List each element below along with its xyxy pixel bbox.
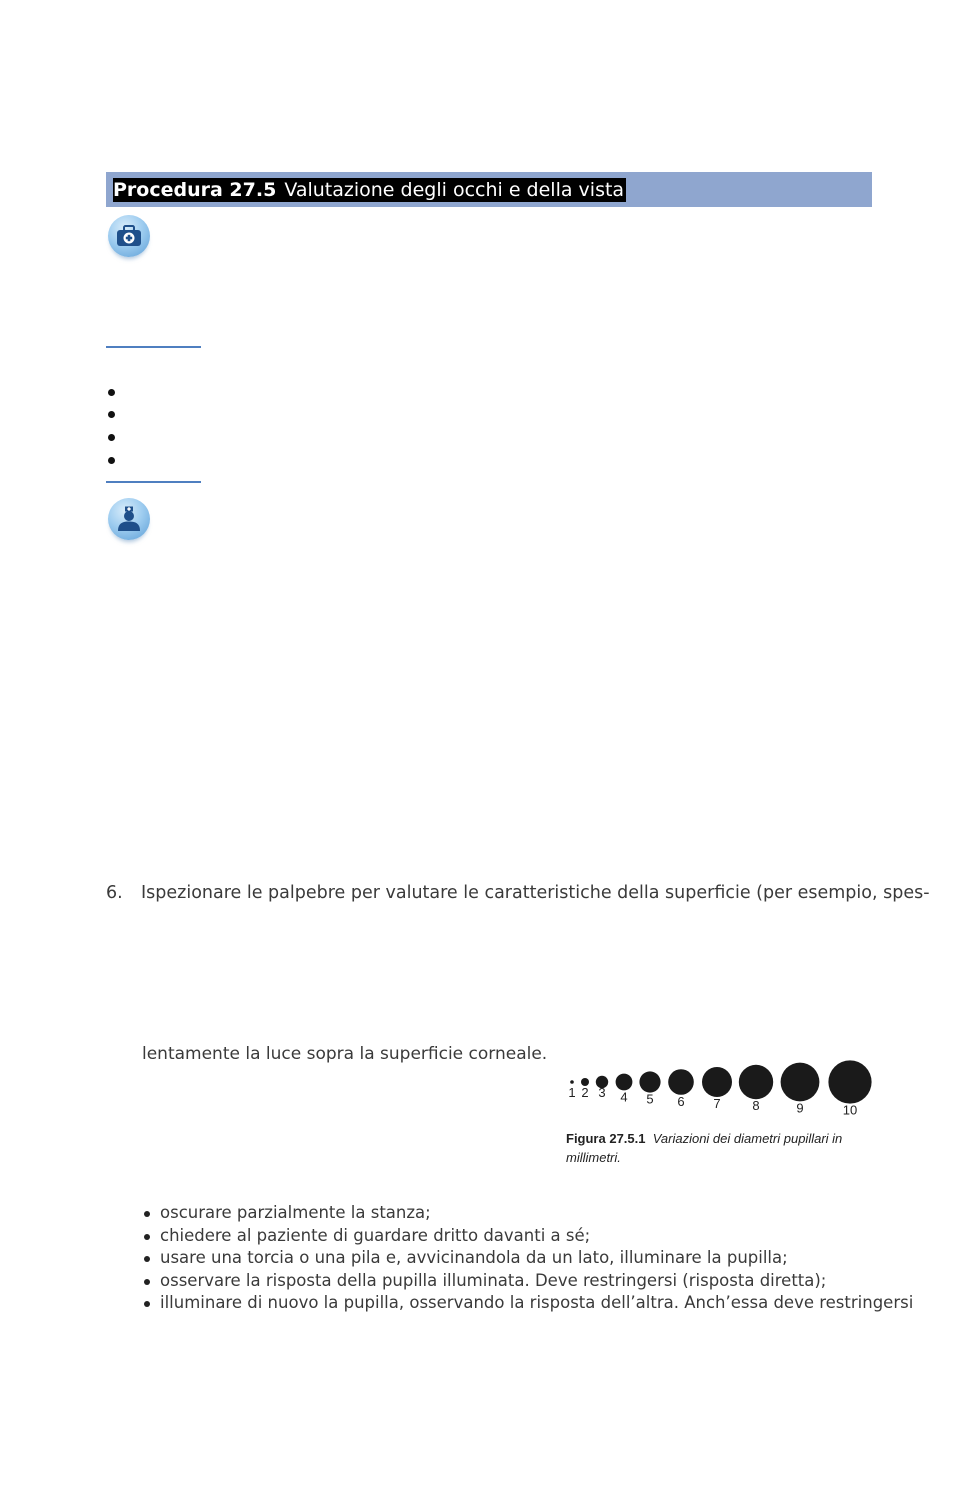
pupil-size-label: 5 <box>646 1091 654 1107</box>
step-text: Ispezionare le palpebre per valutare le caratteristiche della superficie (per esempio, spes- <box>141 883 930 903</box>
body-paragraph: lentamente la luce sopra la superficie corneale. <box>142 1044 548 1064</box>
section-divider <box>106 481 201 483</box>
pupil-circle-6 <box>668 1069 694 1095</box>
pupil-circle-10 <box>828 1060 871 1103</box>
pupil-circle-5 <box>639 1071 660 1092</box>
pupil-circle-8 <box>739 1065 773 1099</box>
nurse-icon <box>108 498 150 540</box>
list-bullet <box>108 411 115 418</box>
pupil-size-label: 1 <box>568 1085 576 1100</box>
step-6 <box>106 881 930 905</box>
section-divider <box>106 346 201 348</box>
list-bullet <box>108 389 115 396</box>
pupil-circle-4 <box>616 1074 633 1091</box>
pupil-size-label: 6 <box>677 1093 685 1109</box>
pupil-circle-1 <box>570 1080 574 1084</box>
list-item: oscurare parzialmente la stanza; <box>142 1202 913 1225</box>
list-item: osservare la risposta della pupilla illuminata. Deve restringersi (risposta diretta); <box>142 1270 913 1293</box>
procedure-title: Valutazione degli occhi e della vista <box>284 179 625 201</box>
list-item: usare una torcia o una pila e, avvicinandola da un lato, illuminare la pupilla; <box>142 1247 913 1270</box>
pupil-size-label: 7 <box>713 1096 721 1111</box>
list-item: chiedere al paziente di guardare dritto davanti a sé; <box>142 1225 913 1248</box>
procedure-heading <box>113 178 626 202</box>
procedure-header <box>106 172 872 207</box>
pupil-circle-9 <box>781 1063 820 1102</box>
procedure-number: Procedura 27.5 <box>113 179 277 201</box>
figure-caption <box>566 1129 876 1167</box>
list-item: illuminare di nuovo la pupilla, osservando la risposta dell’altra. Anch’essa deve restringersi <box>142 1292 913 1315</box>
pupil-size-label: 2 <box>581 1085 589 1100</box>
medical-bag-icon <box>108 215 150 257</box>
pupil-size-label: 3 <box>598 1085 606 1101</box>
list-bullet <box>108 434 115 441</box>
step-number: 6. <box>106 883 123 903</box>
pupil-diagram <box>560 1055 880 1125</box>
pupil-size-label: 10 <box>842 1102 858 1118</box>
caption-text: Variazioni dei diametri pupillari in millimetri. <box>566 1131 843 1165</box>
list-bullet <box>108 457 115 464</box>
pupil-size-label: 9 <box>796 1100 804 1116</box>
instruction-list <box>142 1202 913 1315</box>
pupil-size-label: 4 <box>620 1089 628 1105</box>
pupil-size-label: 8 <box>752 1098 760 1114</box>
pupil-circle-7 <box>702 1067 732 1097</box>
caption-label: Figura 27.5.1 <box>566 1131 646 1146</box>
pupil-size-figure <box>560 1055 880 1175</box>
